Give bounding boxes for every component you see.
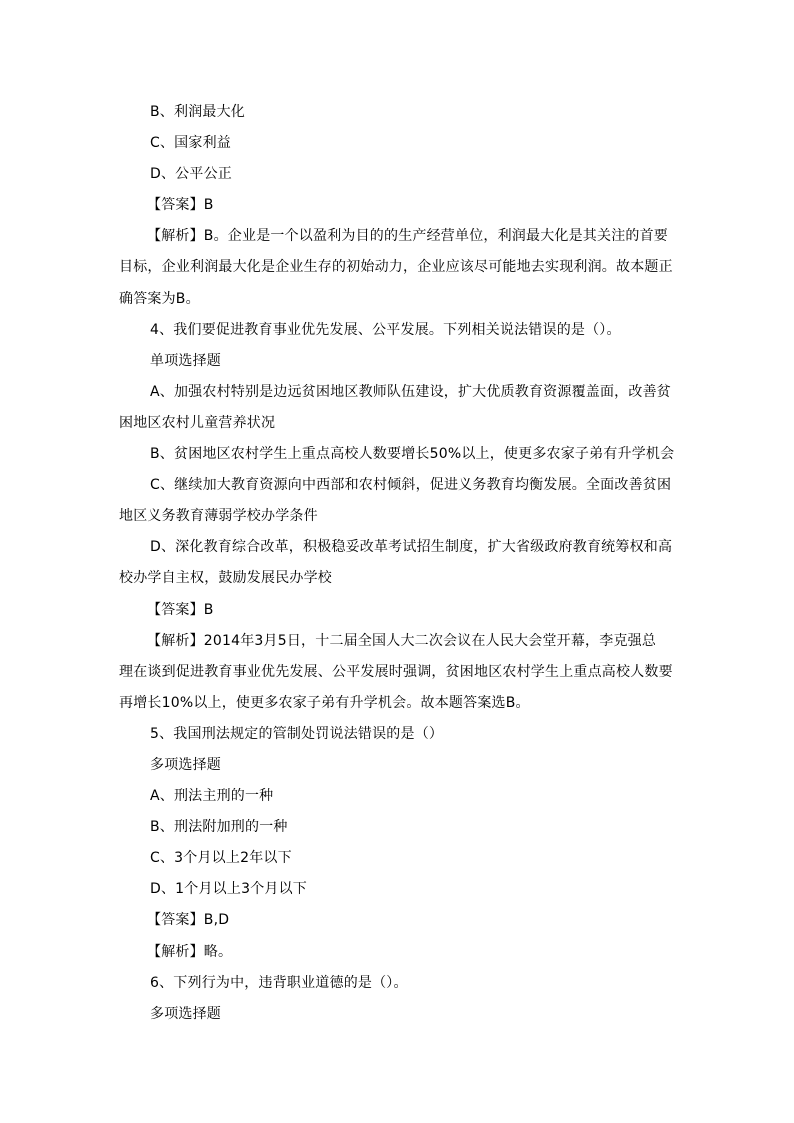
text-line: C、3个月以上2年以下: [150, 850, 292, 867]
text-line: 5、我国刑法规定的管制处罚说法错误的是（）: [150, 725, 444, 742]
document-body: [119, 97, 675, 1030]
text-line: C、继续加大教育资源向中西部和农村倾斜，促进义务教育均衡发展。全面改善贫困: [150, 477, 672, 494]
text-line: 【答案】B: [147, 601, 214, 618]
text-line: 地区义务教育薄弱学校办学条件: [119, 508, 318, 525]
text-line: 单项选择题: [150, 352, 221, 369]
text-line: 【解析】略。: [147, 943, 233, 960]
text-line: 再增长10%以上，使更多农家子弟有升学机会。故本题答案选B。: [119, 694, 530, 711]
text-line: 【答案】B,D: [147, 912, 230, 929]
text-line: A、加强农村特别是边远贫困地区教师队伍建设，扩大优质教育资源覆盖面，改善贫: [150, 383, 671, 400]
text-line: 多项选择题: [150, 756, 221, 773]
text-line: 【解析】B。企业是一个以盈利为目的的生产经营单位，利润最大化是其关注的首要: [147, 228, 669, 245]
text-line: 【答案】B: [147, 197, 214, 214]
text-line: 多项选择题: [150, 1005, 221, 1022]
text-line: 确答案为B。: [119, 290, 200, 307]
text-line: D、深化教育综合改革，积极稳妥改革考试招生制度，扩大省级政府教育统筹权和高: [150, 539, 673, 556]
text-line: 理在谈到促进教育事业优先发展、公平发展时强调，贫困地区农村学生上重点高校人数要: [119, 663, 673, 680]
text-line: D、公平公正: [150, 166, 232, 183]
text-line: D、1个月以上3个月以下: [150, 881, 307, 898]
text-line: C、国家利益: [150, 135, 231, 152]
text-line: 4、我们要促进教育事业优先发展、公平发展。下列相关说法错误的是（）。: [150, 321, 621, 338]
text-line: 困地区农村儿童营养状况: [119, 414, 276, 431]
text-line: 目标，企业利润最大化是企业生存的初始动力，企业应该尽可能地去实现利润。故本题正: [119, 259, 673, 276]
text-line: B、刑法附加刑的一种: [150, 819, 288, 836]
text-line: 6、下列行为中，违背职业道德的是（）。: [150, 974, 408, 991]
text-line: 【解析】2014年3月5日，十二届全国人大二次会议在人民大会堂开幕，李克强总: [147, 632, 657, 649]
text-line: A、刑法主刑的一种: [150, 788, 274, 805]
text-line: 校办学自主权，鼓励发展民办学校: [119, 570, 332, 587]
text-line: B、贫困地区农村学生上重点高校人数要增长50%以上，使更多农家子弟有升学机会: [150, 446, 675, 463]
text-line: B、利润最大化: [150, 104, 246, 120]
